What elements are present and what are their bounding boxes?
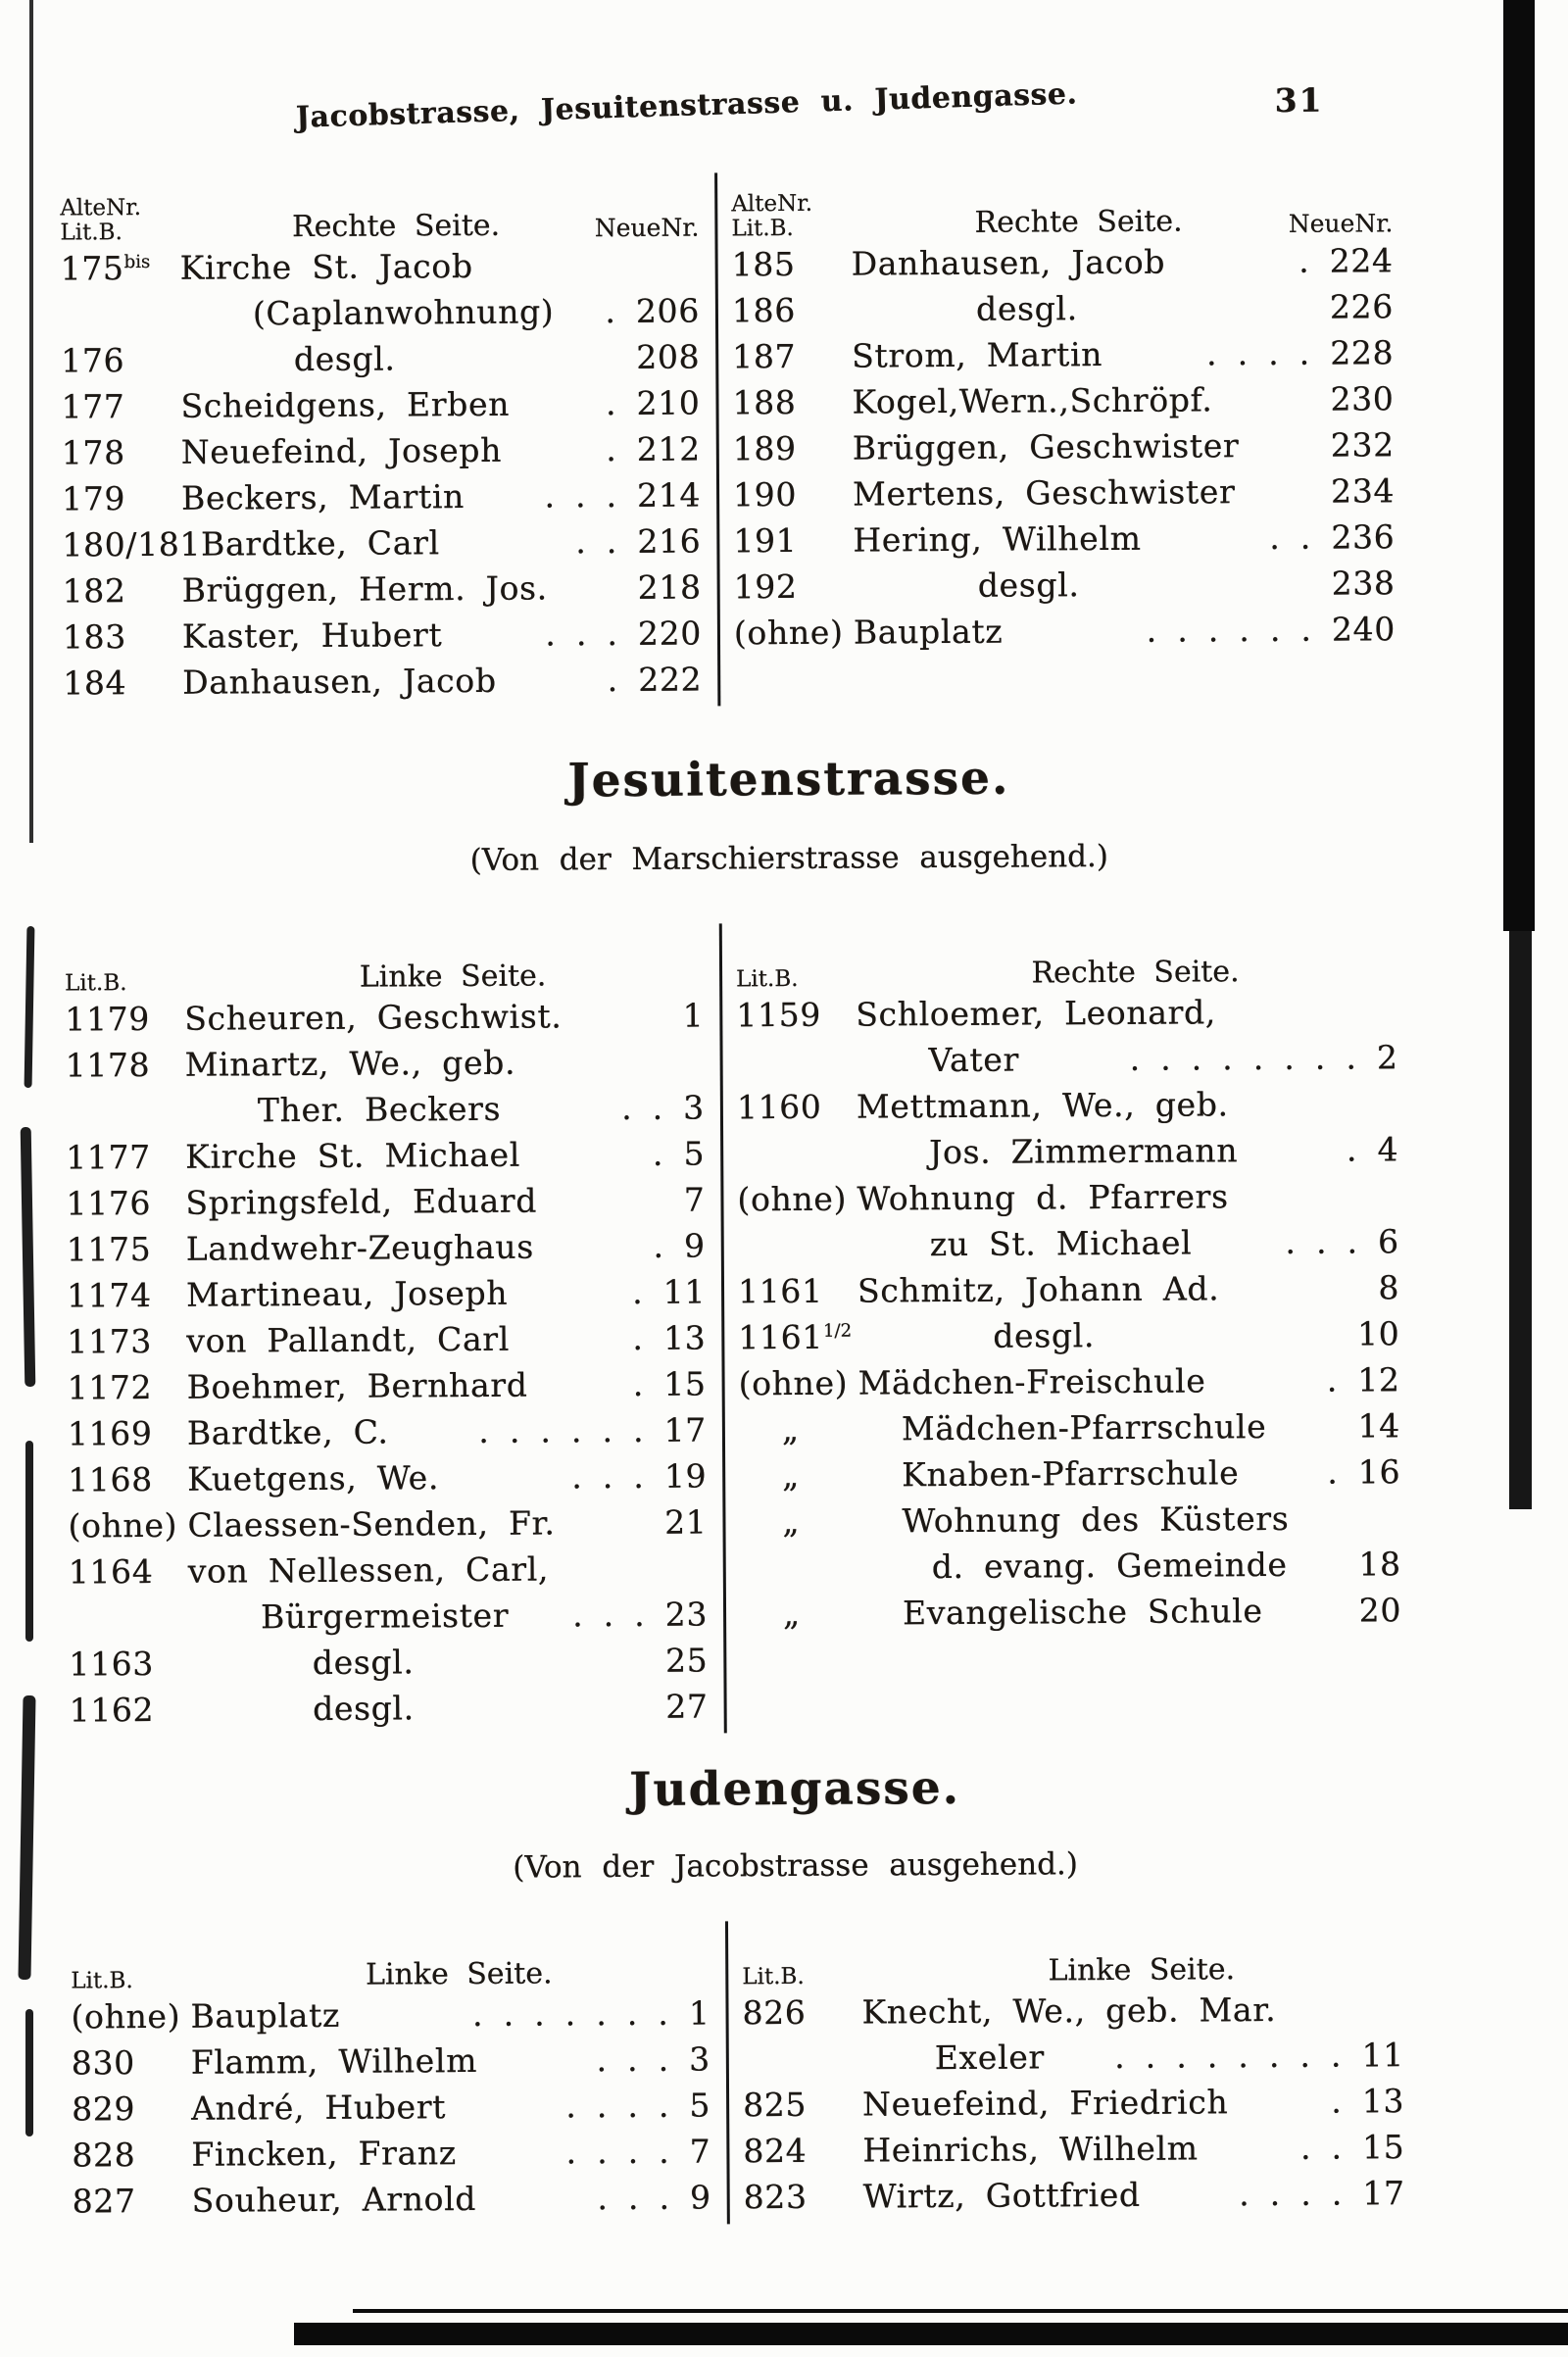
house-number-cell: 178 xyxy=(62,433,181,472)
scan-bottom-bar xyxy=(294,2323,1568,2345)
new-number-cell: . . . 19 xyxy=(562,1457,707,1497)
table-row xyxy=(63,661,702,711)
house-number-cell: 1168 xyxy=(68,1460,187,1499)
new-number-cell: . 15 xyxy=(623,1365,707,1404)
house-number-cell: 828 xyxy=(72,2136,191,2175)
house-number-cell: 1164 xyxy=(69,1552,188,1592)
table-row xyxy=(69,1642,708,1692)
table-row xyxy=(732,287,1394,337)
house-number-cell: 183 xyxy=(63,617,182,657)
table-row xyxy=(62,430,701,480)
house-number-cell: 187 xyxy=(732,337,852,376)
alte-nr-label: AlteNr. xyxy=(60,195,141,221)
house-number-cell: 1177 xyxy=(66,1138,185,1177)
new-number-cell: . . . 23 xyxy=(563,1596,708,1635)
column-divider-rule xyxy=(725,1921,730,2224)
house-number-cell: 189 xyxy=(733,429,853,468)
entry-name: Kirche St. Michael xyxy=(185,1135,643,1176)
page-number: 31 xyxy=(1275,81,1324,120)
entry-name: Scheidgens, Erben xyxy=(180,384,596,425)
new-number-cell: . . . 3 xyxy=(586,2039,710,2079)
table-row xyxy=(70,1688,709,1738)
table-row xyxy=(740,1545,1401,1595)
house-number-cell: 1173 xyxy=(67,1322,186,1361)
entry-name: Heinrichs, Wilhelm xyxy=(862,2129,1291,2170)
house-number-cell xyxy=(737,1072,857,1073)
entry-name: Neuefeind, Friedrich xyxy=(862,2083,1321,2124)
house-number-cell: 829 xyxy=(72,2089,191,2129)
entry-name: Mertens, Geschwister xyxy=(853,472,1321,514)
section-title-judengasse: Judengasse. xyxy=(207,1758,1383,1819)
entry-name: d. evang. Gemeinde xyxy=(859,1546,1349,1587)
table-row xyxy=(738,1314,1399,1364)
section-title-jesuitenstrasse: Jesuitenstrasse. xyxy=(201,749,1377,810)
new-number-cell: . . . . 5 xyxy=(556,2086,710,2125)
new-number-cell: . 5 xyxy=(643,1135,705,1173)
entry-name: André, Hubert xyxy=(191,2087,556,2127)
table-row xyxy=(65,997,704,1047)
house-number-cell: 184 xyxy=(63,663,182,703)
new-number-cell: . . . 220 xyxy=(535,614,702,654)
column-right xyxy=(731,165,1396,706)
table-row xyxy=(732,333,1394,383)
table-row xyxy=(736,992,1397,1042)
entry-name: Minartz, We., geb. xyxy=(185,1043,695,1084)
entry-name: Knaben-Pfarrschule xyxy=(902,1453,1317,1495)
house-number-cell: 1176 xyxy=(66,1184,185,1223)
new-number-cell: . . . . . . . . 11 xyxy=(1104,2036,1404,2076)
entry-name: Claessen-Senden, Fr. xyxy=(187,1503,655,1545)
new-number-cell: . 206 xyxy=(595,292,700,331)
table-row xyxy=(67,1227,706,1277)
new-number-cell: 230 xyxy=(1320,379,1394,417)
entry-name: Wohnung d. Pfarrers xyxy=(857,1176,1389,1217)
table-row xyxy=(61,246,700,296)
column-left xyxy=(71,1918,711,2229)
table-row xyxy=(62,522,701,572)
entry-name: Wirtz, Gottfried xyxy=(863,2175,1230,2215)
table-row xyxy=(732,379,1394,429)
new-number-cell: . 224 xyxy=(1289,241,1394,280)
house-number-cell: 830 xyxy=(72,2043,191,2083)
table-row xyxy=(66,1181,705,1231)
house-number-cell: 825 xyxy=(743,2086,862,2125)
entry-name: Mettmann, We., geb. xyxy=(857,1084,1389,1125)
house-number-cell: 179 xyxy=(62,479,181,518)
alte-nr-label: AlteNr. xyxy=(731,191,812,218)
house-number-cell: 1175 xyxy=(67,1230,186,1269)
table-row xyxy=(61,292,700,342)
new-number-cell: . . . . 228 xyxy=(1197,333,1394,372)
new-number-cell: 226 xyxy=(1320,287,1394,325)
house-number-cell xyxy=(61,325,180,326)
entry-name: desgl. xyxy=(188,1642,656,1683)
new-number-cell: 20 xyxy=(1349,1591,1402,1629)
house-number-cell: „ xyxy=(739,1409,902,1449)
scan-ink-smudge xyxy=(25,1441,33,1642)
house-number-cell: $175^{bis}$ xyxy=(61,249,180,288)
neue-nr-label: NeueNr. xyxy=(595,214,700,243)
new-number-cell: . 13 xyxy=(1321,2082,1404,2121)
new-number-cell: . . 236 xyxy=(1259,517,1395,557)
scan-right-edge-bar xyxy=(1503,0,1535,931)
table-row xyxy=(68,1411,707,1461)
table-row xyxy=(734,610,1396,660)
entry-name: Springsfeld, Eduard xyxy=(185,1181,674,1222)
table-row xyxy=(737,1130,1398,1180)
entry-name: Scheuren, Geschwist. xyxy=(184,997,673,1038)
section-judengasse xyxy=(71,1913,1405,2228)
lit-b-label: Lit.B. xyxy=(736,966,799,992)
table-row xyxy=(736,1038,1397,1088)
house-number-cell: 824 xyxy=(743,2132,862,2171)
lit-b-label: Lit.B. xyxy=(742,1964,805,1989)
entry-list xyxy=(71,1993,710,2228)
table-row xyxy=(67,1319,706,1369)
house-number-cell: 192 xyxy=(734,567,854,607)
entry-name: desgl. xyxy=(180,338,626,379)
house-number-cell: (ohne) xyxy=(68,1506,187,1546)
table-row xyxy=(742,1989,1403,2039)
column-header xyxy=(60,170,699,250)
new-number-cell: 25 xyxy=(656,1642,709,1680)
house-number-cell: 1174 xyxy=(67,1276,186,1315)
entry-name: Bürgermeister xyxy=(188,1596,563,1636)
house-number-cell: 1169 xyxy=(68,1414,187,1453)
entry-name: Mädchen-Pfarrschule xyxy=(902,1407,1348,1449)
new-number-cell: 234 xyxy=(1321,471,1395,510)
house-number-cell xyxy=(738,1256,858,1257)
entry-name: Schmitz, Johann Ad. xyxy=(858,1268,1369,1309)
table-row xyxy=(61,338,700,388)
alte-nr-lit-b-header xyxy=(731,191,868,241)
entry-list xyxy=(732,241,1396,660)
house-number-cell xyxy=(737,1164,857,1165)
side-label: Linke Seite. xyxy=(202,958,704,996)
entry-name: desgl. xyxy=(858,1315,1348,1356)
column-left xyxy=(60,170,702,711)
new-number-cell: 7 xyxy=(674,1181,706,1219)
entry-name: desgl. xyxy=(189,1688,657,1729)
table-row xyxy=(734,564,1396,614)
house-number-cell: 826 xyxy=(742,1993,861,2033)
house-number-cell: $1161^{1/2}$ xyxy=(738,1318,858,1357)
table-row xyxy=(67,1273,706,1323)
house-number-cell: „ xyxy=(739,1501,902,1541)
house-number-cell: 1160 xyxy=(737,1088,857,1127)
table-row xyxy=(69,1596,708,1645)
table-row xyxy=(66,1043,705,1093)
house-number-cell: 191 xyxy=(733,521,853,561)
entry-list xyxy=(736,992,1401,1641)
entry-name: Ther. Beckers xyxy=(185,1089,612,1130)
house-number-cell: 1162 xyxy=(70,1691,189,1730)
house-number-cell: 1178 xyxy=(66,1046,185,1085)
entry-name: Danhausen, Jacob xyxy=(852,242,1290,283)
table-row xyxy=(739,1452,1400,1502)
side-label: Linke Seite. xyxy=(879,1951,1403,1989)
table-row xyxy=(740,1591,1401,1641)
new-number-cell: 10 xyxy=(1348,1314,1400,1352)
new-number-cell: . . . . 17 xyxy=(1229,2174,1405,2213)
new-number-cell: . . 216 xyxy=(565,522,701,562)
new-number-cell: . . . . . . . 1 xyxy=(463,1993,710,2034)
column-header xyxy=(71,1918,710,1998)
entry-list xyxy=(742,1989,1404,2224)
table-row xyxy=(72,2086,710,2136)
entry-name: Danhausen, Jacob xyxy=(182,661,598,702)
table-row xyxy=(744,2174,1405,2224)
house-number-cell: 1179 xyxy=(65,1000,184,1039)
new-number-cell: 21 xyxy=(655,1503,708,1542)
entry-name: Bauplatz xyxy=(190,1995,463,2036)
table-row xyxy=(66,1089,705,1139)
new-number-cell: . 13 xyxy=(622,1319,706,1358)
table-row xyxy=(743,2128,1404,2178)
entry-name: Bauplatz xyxy=(854,612,1137,652)
house-number-cell xyxy=(69,1629,188,1630)
column-header xyxy=(65,920,704,1001)
table-row xyxy=(72,2039,710,2089)
entry-name: Kuetgens, We. xyxy=(187,1457,562,1498)
column-right xyxy=(742,1913,1405,2224)
lit-b-label: Lit.B. xyxy=(60,220,122,245)
house-number-cell: 1172 xyxy=(68,1368,187,1407)
table-row xyxy=(739,1498,1400,1548)
new-number-cell: 232 xyxy=(1321,425,1395,464)
house-number-cell: „ xyxy=(739,1455,902,1495)
entry-name: Brüggen, Geschwister xyxy=(853,426,1321,467)
house-number-cell: 177 xyxy=(61,387,180,426)
table-row xyxy=(68,1365,707,1415)
entry-name: Kaster, Hubert xyxy=(182,615,536,656)
lit-b-label: Lit.B. xyxy=(71,1968,133,1993)
scan-left-edge-line xyxy=(29,0,33,843)
table-row xyxy=(68,1503,707,1553)
column-header xyxy=(731,165,1393,245)
house-number-cell xyxy=(740,1579,859,1580)
house-number-cell: 185 xyxy=(732,245,852,284)
lit-b-header xyxy=(742,1964,879,1989)
entry-name: Exeler xyxy=(862,2038,1105,2078)
lit-b-header xyxy=(65,971,202,997)
table-row xyxy=(73,2178,711,2228)
house-number-cell: 1161 xyxy=(738,1272,858,1311)
entry-name: Brüggen, Herm. Jos. xyxy=(182,568,628,610)
new-number-cell: . . . . . . 17 xyxy=(468,1411,707,1450)
house-number-cell: (ohne) xyxy=(737,1180,857,1219)
scan-bottom-thin-rule xyxy=(353,2309,1568,2313)
house-number-cell: (ohne) xyxy=(734,614,854,653)
table-row xyxy=(733,425,1395,475)
entry-name: Boehmer, Bernhard xyxy=(187,1365,623,1406)
entry-name: Vater xyxy=(856,1040,1119,1080)
table-row xyxy=(737,1176,1398,1226)
new-number-cell: . 210 xyxy=(596,384,701,423)
entry-name: Wohnung des Küsters xyxy=(902,1498,1391,1540)
entry-name: Kogel,Wern.,Schröpf. xyxy=(852,380,1320,421)
entry-name: Martineau, Joseph xyxy=(186,1273,622,1314)
table-row xyxy=(72,2132,710,2182)
new-number-cell: . 212 xyxy=(596,430,701,469)
section-jesuitenstrasse xyxy=(65,915,1402,1737)
entry-name: Schloemer, Leonard, xyxy=(856,992,1388,1033)
lit-b-header xyxy=(71,1969,208,1994)
table-row xyxy=(62,476,701,526)
table-row xyxy=(71,1993,710,2043)
column-header xyxy=(736,915,1397,996)
entry-name: Beckers, Martin xyxy=(181,477,535,517)
entry-name: Jos. Zimmermann xyxy=(857,1131,1337,1172)
column-right xyxy=(736,915,1402,1733)
new-number-cell: . 222 xyxy=(598,661,703,700)
new-number-cell: 27 xyxy=(656,1688,709,1726)
table-row xyxy=(69,1549,708,1599)
entry-name: Hering, Wilhelm xyxy=(853,518,1259,560)
house-number-cell: 823 xyxy=(744,2178,863,2217)
column-header xyxy=(742,1913,1403,1993)
entry-name: von Pallandt, Carl xyxy=(186,1319,622,1360)
scan-right-edge-bar xyxy=(1509,931,1532,1509)
house-number-cell xyxy=(66,1122,185,1123)
house-number-cell xyxy=(743,2070,862,2071)
table-row xyxy=(739,1360,1400,1410)
new-number-cell: . 12 xyxy=(1317,1360,1400,1399)
new-number-cell: . . . . 7 xyxy=(556,2132,710,2171)
table-row xyxy=(743,2082,1404,2132)
entry-name: Souheur, Arnold xyxy=(192,2179,588,2219)
house-number-cell: 1163 xyxy=(69,1645,188,1684)
new-number-cell: 208 xyxy=(626,338,700,376)
entry-name: Neuefeind, Joseph xyxy=(181,430,597,471)
table-row xyxy=(63,614,702,664)
house-number-cell: 180/181 xyxy=(62,525,201,565)
table-row xyxy=(63,568,702,618)
entry-name: desgl. xyxy=(854,565,1322,606)
house-number-cell: 182 xyxy=(63,571,182,611)
house-number-cell: (ohne) xyxy=(71,1997,190,2037)
new-number-cell: . . . . . . 240 xyxy=(1137,610,1396,650)
house-number-cell: 190 xyxy=(733,475,853,515)
new-number-cell: 18 xyxy=(1348,1545,1401,1583)
table-row xyxy=(739,1406,1400,1456)
side-label: Linke Seite. xyxy=(208,1956,710,1993)
house-number-cell: 186 xyxy=(732,291,852,330)
column-left xyxy=(65,920,709,1738)
entry-list xyxy=(61,246,703,711)
running-header: Jacobstrasse, Jesuitenstrasse u. Judengasse. xyxy=(294,76,1079,134)
table-row xyxy=(732,241,1394,291)
table-row xyxy=(61,384,700,434)
neue-nr-label: NeueNr. xyxy=(1289,209,1394,238)
new-number-cell: . 16 xyxy=(1317,1452,1400,1492)
section-subtitle-jesuitenstrasse: (Von der Marschierstrasse ausgehend.) xyxy=(201,837,1377,879)
house-number-cell: 176 xyxy=(61,341,180,380)
entry-name: Evangelische Schule xyxy=(903,1592,1349,1633)
entry-name: Bardtke, C. xyxy=(187,1412,469,1452)
table-row xyxy=(68,1457,707,1507)
new-number-cell: . 11 xyxy=(622,1273,706,1312)
lit-b-label: Lit.B. xyxy=(731,216,794,241)
lit-b-header xyxy=(736,966,873,992)
entry-name: von Nellessen, Carl, xyxy=(188,1549,698,1591)
entry-name: Strom, Martin xyxy=(852,334,1197,374)
new-number-cell: . . . 214 xyxy=(534,476,701,516)
new-number-cell: . . . 6 xyxy=(1275,1222,1399,1261)
table-row xyxy=(66,1135,705,1185)
table-row xyxy=(738,1222,1399,1272)
section-subtitle-judengasse: (Von der Jacobstrasse ausgehend.) xyxy=(208,1844,1384,1887)
entry-name: Mädchen-Freischule xyxy=(858,1361,1317,1402)
new-number-cell: 1 xyxy=(673,997,705,1035)
entry-list xyxy=(65,997,709,1738)
house-number-cell: „ xyxy=(740,1594,903,1633)
entry-name: Kirche St. Jacob xyxy=(180,246,690,287)
new-number-cell: . . 3 xyxy=(612,1089,705,1128)
scan-ink-smudge xyxy=(25,2009,33,2136)
new-number-cell: 14 xyxy=(1348,1406,1400,1445)
entry-name: Landwehr-Zeughaus xyxy=(186,1227,644,1268)
new-number-cell: . . . . . . . . 2 xyxy=(1120,1038,1398,1078)
new-number-cell: . . 15 xyxy=(1291,2128,1405,2167)
alte-nr-lit-b-header xyxy=(60,196,197,246)
entry-name: zu St. Michael xyxy=(858,1223,1276,1264)
house-number-cell: 188 xyxy=(732,383,852,422)
table-row xyxy=(733,471,1395,521)
new-number-cell: . . . 9 xyxy=(587,2178,711,2217)
house-number-cell: 1159 xyxy=(736,996,856,1035)
side-label: Rechte Seite. xyxy=(873,954,1397,991)
entry-name: (Caplanwohnung) xyxy=(180,292,596,333)
entry-name: Knecht, We., geb. Mar. xyxy=(861,1989,1394,2031)
new-number-cell: . 4 xyxy=(1337,1130,1398,1168)
entry-name: Flamm, Wilhelm xyxy=(191,2040,587,2081)
side-label: Rechte Seite. xyxy=(868,204,1289,241)
column-divider-rule xyxy=(714,172,720,706)
table-row xyxy=(738,1268,1399,1318)
entry-name: desgl. xyxy=(852,288,1320,329)
entry-name: Fincken, Franz xyxy=(191,2133,556,2173)
side-label: Rechte Seite. xyxy=(197,208,595,244)
new-number-cell: 238 xyxy=(1322,564,1396,602)
new-number-cell: 8 xyxy=(1368,1268,1399,1306)
column-divider-rule xyxy=(719,923,727,1733)
section-jacobstrasse xyxy=(60,165,1396,710)
table-row xyxy=(737,1084,1398,1134)
lit-b-label: Lit.B. xyxy=(65,970,127,996)
table-row xyxy=(743,2036,1404,2086)
house-number-cell: (ohne) xyxy=(739,1364,858,1403)
entry-name: Bardtke, Carl xyxy=(201,522,565,563)
house-number-cell: 827 xyxy=(73,2182,192,2221)
table-row xyxy=(733,517,1395,567)
new-number-cell: . 9 xyxy=(643,1227,705,1265)
new-number-cell: 218 xyxy=(628,568,702,607)
